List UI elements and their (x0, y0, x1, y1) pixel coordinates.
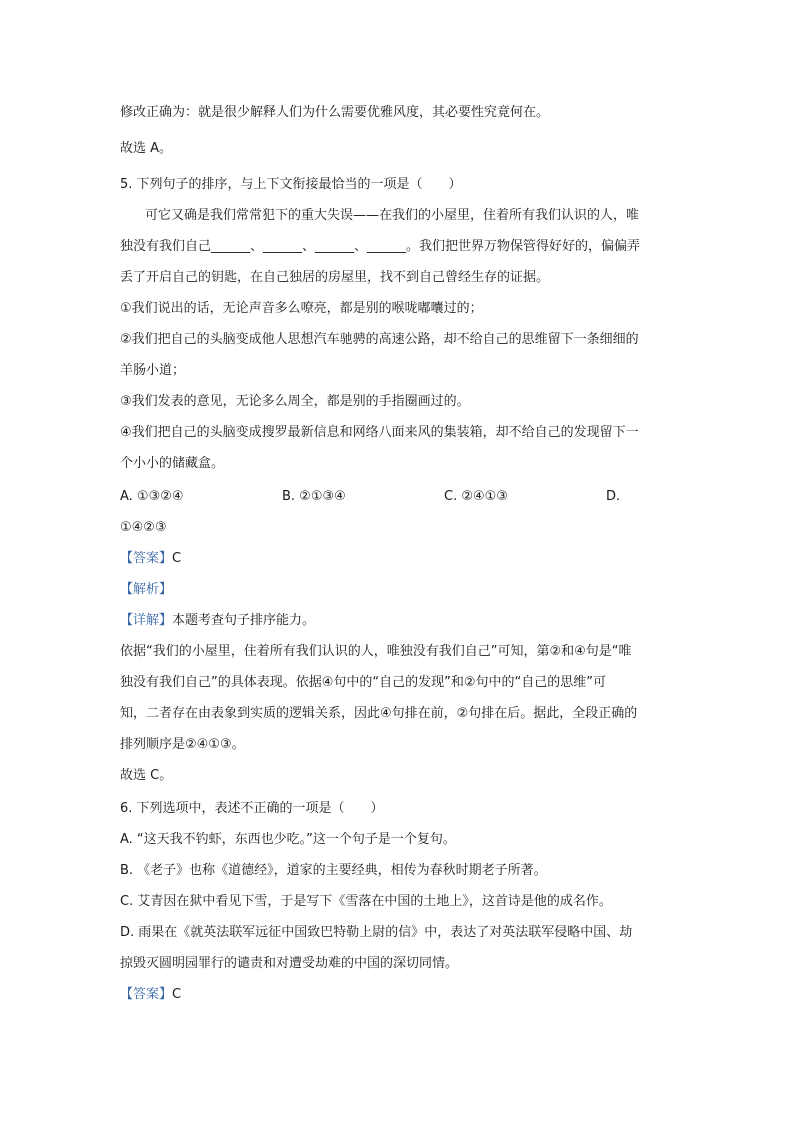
answer-row (120, 550, 181, 568)
choice-line: 故选 C。 (120, 768, 173, 783)
text-line: 修改正确为：就是很少解释人们为什么需要优雅风度，其必要性究竟何在。 (120, 105, 550, 120)
detail-text: 本题考查句子排序能力。 (172, 613, 316, 628)
text-line: 故选 A。 (120, 141, 173, 156)
explanation-line: 依据“我们的小屋里，住着所有我们认识的人，唯独没有我们自己”可知，第②和④句是“唯 (120, 644, 632, 659)
option-d: D. (606, 489, 621, 504)
passage-line: 丢了开启自己的钥匙，在自己独居的房屋里，找不到自己曾经生存的证据。 (120, 270, 550, 285)
passage-line: 独没有我们自己______、______、______、______。我们把世界万物保管得好好的，偏偏弄 (120, 239, 641, 254)
passage-line: 可它又确是我们常常犯下的重大失误——在我们的小屋里，住着所有我们认识的人，唯 (145, 208, 640, 223)
answer-label: 【答案】 (120, 551, 173, 566)
explanation-line: 独没有我们自己”的具体表现。依据④句中的“自己的发现”和②句中的“自己的思维”可 (120, 675, 606, 690)
q6-option-b: B. 《老子》也称《道德经》，道家的主要经典，相传为春秋时期老子所著。 (120, 863, 547, 878)
sentence-4-cont: 个小小的储藏盒。 (120, 456, 225, 471)
detail-row (120, 612, 315, 630)
detail-label: 【详解】 (120, 613, 173, 628)
q6-option-d-cont: 掠毁灭圆明园罪行的谴责和对遭受劫难的中国的深切同情。 (120, 956, 459, 971)
answer-value: C (172, 551, 182, 566)
question-5-stem: 5. 下列句子的排序，与上下文衔接最恰当的一项是（ ） (120, 177, 462, 192)
sentence-3: ③我们发表的意见，无论多么周全，都是别的手指圈画过的。 (120, 394, 470, 409)
sentence-2: ②我们把自己的头脑变成他人思想汽车驰骋的高速公路，却不给自己的思维留下一条细细的 (120, 332, 639, 347)
explanation-line: 排列顺序是②④①③。 (120, 737, 245, 752)
sentence-1: ①我们说出的话，无论声音多么嘹亮，都是别的喉咙嘟囔过的； (120, 301, 483, 316)
answer-value: C (172, 987, 182, 1002)
q6-option-d: D. 雨果在《就英法联军远征中国致巴特勒上尉的信》中，表达了对英法联军侵略中国、劫 (120, 925, 633, 940)
q6-option-c: C. 艾青因在狱中看见下雪，于是写下《雪落在中国的土地上》，这首诗是他的成名作。 (120, 894, 612, 909)
option-a: A. ①③②④ (120, 489, 184, 504)
question-6-stem: 6. 下列选项中，表述不正确的一项是（ ） (120, 801, 384, 816)
answer-row (120, 986, 181, 1004)
sentence-4: ④我们把自己的头脑变成搜罗最新信息和网络八面来风的集装箱，却不给自己的发现留下一 (120, 425, 639, 440)
option-d-text: ①④②③ (120, 520, 167, 535)
q6-option-a: A. “这天我不钓虾，东西也少吃。”这一个句子是一个复句。 (120, 832, 456, 847)
answer-label: 【答案】 (120, 987, 173, 1002)
explanation-line: 知，二者存在由表象到实质的逻辑关系，因此④句排在前，②句排在后。据此，全段正确的 (120, 706, 638, 721)
option-b: B. ②①③④ (282, 489, 346, 504)
sentence-2-cont: 羊肠小道； (120, 363, 186, 378)
analysis-label: 【解析】 (120, 582, 173, 597)
option-c: C. ②④①③ (444, 489, 508, 504)
